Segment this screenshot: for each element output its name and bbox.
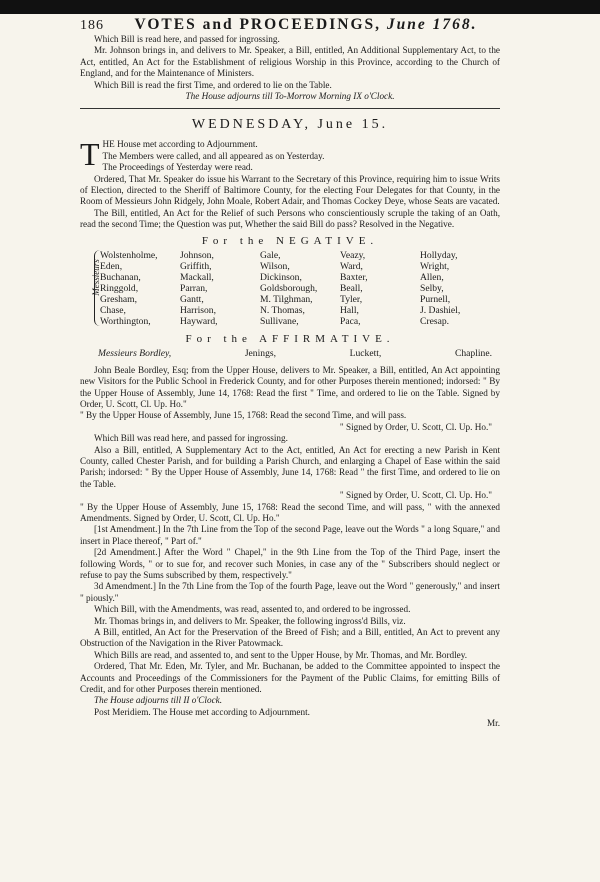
body-para-14: Which Bills are read, and assented to, and sent to the Upper House, by Mr. Thomas, and Mr. Bordley. [94, 649, 468, 660]
scan-edge [0, 0, 600, 14]
body-para-13: A Bill, entitled, An Act for the Preservation of the Breed of Fish; and a Bill, entitled, An Act to prevent any Obstruction of the Navigation in the River Patowmack. [80, 627, 500, 649]
body-para-4: Which Bill was read here, and passed for ingrossing. [94, 433, 288, 444]
catchword: Mr. [486, 718, 500, 729]
section-rule [80, 108, 500, 109]
vote-column-5: Hollyday, Wright, Allen, Selby, Purnell, J. Dashiel, Cresap. [420, 249, 461, 327]
negative-votes [80, 250, 500, 327]
body-para-10: 3d Amendment.] In the 7th Line from the Top of the fourth Page, leave out the Word " generously," and insert " piously." [80, 581, 500, 603]
top-line-1: Which Bill is read here, and passed for ingrossing. [94, 34, 280, 44]
messieurs-brace [80, 250, 100, 327]
body-para-16: The House adjourns till II o'Clock. [94, 695, 223, 706]
body-para-12: Mr. Thomas brings in, and delivers to Mr. Speaker, the following ingross'd Bills, viz. [94, 615, 406, 626]
opening-line-2: The Members were called, and all appeared as on Yesterday. [102, 150, 325, 161]
opening-line-3: The Proceedings of Yesterday were read. [102, 162, 253, 173]
opening-block [80, 136, 500, 173]
drop-cap: T [80, 136, 100, 173]
top-line-2: Mr. Johnson brings in, and delivers to Mr. Speaker, a Bill, entitled, An Additional Supplementary Act, to the Act, entitled, An Act for the Establishment of religious Worship in this Province, according to the Church of England, and for the Maintenance of Ministers. [80, 45, 500, 79]
document-page [80, 16, 500, 730]
body-para-15: Ordered, That Mr. Eden, Mr. Tyler, and Mr. Buchanan, be added to the Committee appointed to inspect the Accounts and Proceedings of the Commissioners for the Payment of the Public Claims, for emitting Bills of Credit, and for other Purposes therein mentioned. [80, 661, 500, 695]
affirmative-votes: Messieurs Bordley, Jenings, Luckett, Chapline. [98, 347, 492, 359]
ordered-paragraph: Ordered, That Mr. Speaker do issue his Warrant to the Secretary of this Province, requiring him to issue Writs of Election, directed to the Sheriff of Baltimore County, for the electing Four Delegates for that County, in the Room of Messieurs John Ridgely, John Moale, Robert Adair, and Thomas Cockey Deye, whose Seats are vacated. [80, 173, 500, 207]
bill-paragraph: The Bill, entitled, An Act for the Relief of such Persons who conscientiously scruple the taking of an Oath, read the second Time; the Question was put, Whether the said Bill do pass? Resolved in the Negative. [80, 207, 500, 230]
body-para-3: " Signed by Order, U. Scott, Cl. Up. Ho." [339, 421, 492, 432]
vote-column-3: Gale, Wilson, Dickinson, Goldsborough, M. Tilghman, N. Thomas, Sullivane, [260, 249, 318, 327]
vote-column-4: Veazy, Ward, Baxter, Beall, Tyler, Hall, Paca, [340, 249, 368, 327]
body-para-11: Which Bill, with the Amendments, was read, assented to, and ordered to be ingrossed. [94, 604, 411, 615]
body-para-8: [1st Amendment.] In the 7th Line from the Top of the second Page, leave out the Words " a long Square," and insert in Place thereof, " Part of." [80, 524, 500, 546]
body-para-6: " Signed by Order, U. Scott, Cl. Up. Ho." [339, 490, 492, 501]
affirmative-heading: For the AFFIRMATIVE. [185, 332, 395, 345]
running-header [80, 16, 500, 34]
running-title: VOTES and PROCEEDINGS, June 1768. [134, 16, 478, 33]
adjourn-line: The House adjourns till To-Morrow Morning IX o'Clock. [185, 91, 395, 102]
vote-column-1: Wolstenholme, Eden, Buchanan, Ringgold, Gresham, Chase, Worthington, [100, 249, 158, 327]
body-para-5: Also a Bill, entitled, A Supplementary Act to the Act, entitled, An Act for erecting a new Parish in Kent County, called Chester Parish, and for building a Parish Church, and enlarging a Chapel of Ease within the said Parish; indorsed: " By the Upper House of Assembly, June 14, 1768: Read " the first Time, and ordered to lie on the Table. [80, 444, 500, 489]
catchword-row [80, 718, 500, 730]
body-para-9: [2d Amendment.] After the Word " Chapel," in the 9th Line from the Top of the Third Page, insert the following Words, " or to sue for, and recover such Monies, in case any of the " Subscribers should neglect or refuse to pay the Sums subscribed by them, respectively." [80, 547, 500, 580]
body-para-7: " By the Upper House of Assembly, June 15, 1768: Read the second Time, and will pass, " with the annexed Amendments. Signed by Order, U. Scott, Cl. Up. Ho." [80, 501, 500, 523]
messieurs-label: Messieurs [90, 258, 101, 296]
day-heading: WEDNESDAY, June 15. [191, 117, 389, 133]
vote-column-2: Johnson, Griffith, Mackall, Parran, Gantt, Harrison, Hayward, [180, 249, 218, 327]
page-number: 186 [80, 18, 104, 33]
body-para-2: " By the Upper House of Assembly, June 15, 1768: Read the second Time, and will pass. [80, 410, 407, 421]
negative-heading: For the NEGATIVE. [201, 234, 379, 247]
top-line-3: Which Bill is read the first Time, and ordered to lie on the Table. [94, 79, 332, 90]
opening-line-1: HE House met according to Adjournment. [102, 139, 258, 150]
brace-mark [94, 250, 100, 326]
body-para-17: Post Meridiem. The House met according to Adjournment. [94, 706, 310, 717]
body-para-1: John Beale Bordley, Esq; from the Upper House, delivers to Mr. Speaker, a Bill, entitled, An Act appointing new Visitors for the Public School in Frederick County, and for other Purposes therein mentioned; indorsed: " By the Upper House of Assembly, June 14, 1768: Read the first " Time, and ordered to lie on the Table. Signed by Order, U. Scott, Cl. Up. Ho." [80, 364, 500, 409]
